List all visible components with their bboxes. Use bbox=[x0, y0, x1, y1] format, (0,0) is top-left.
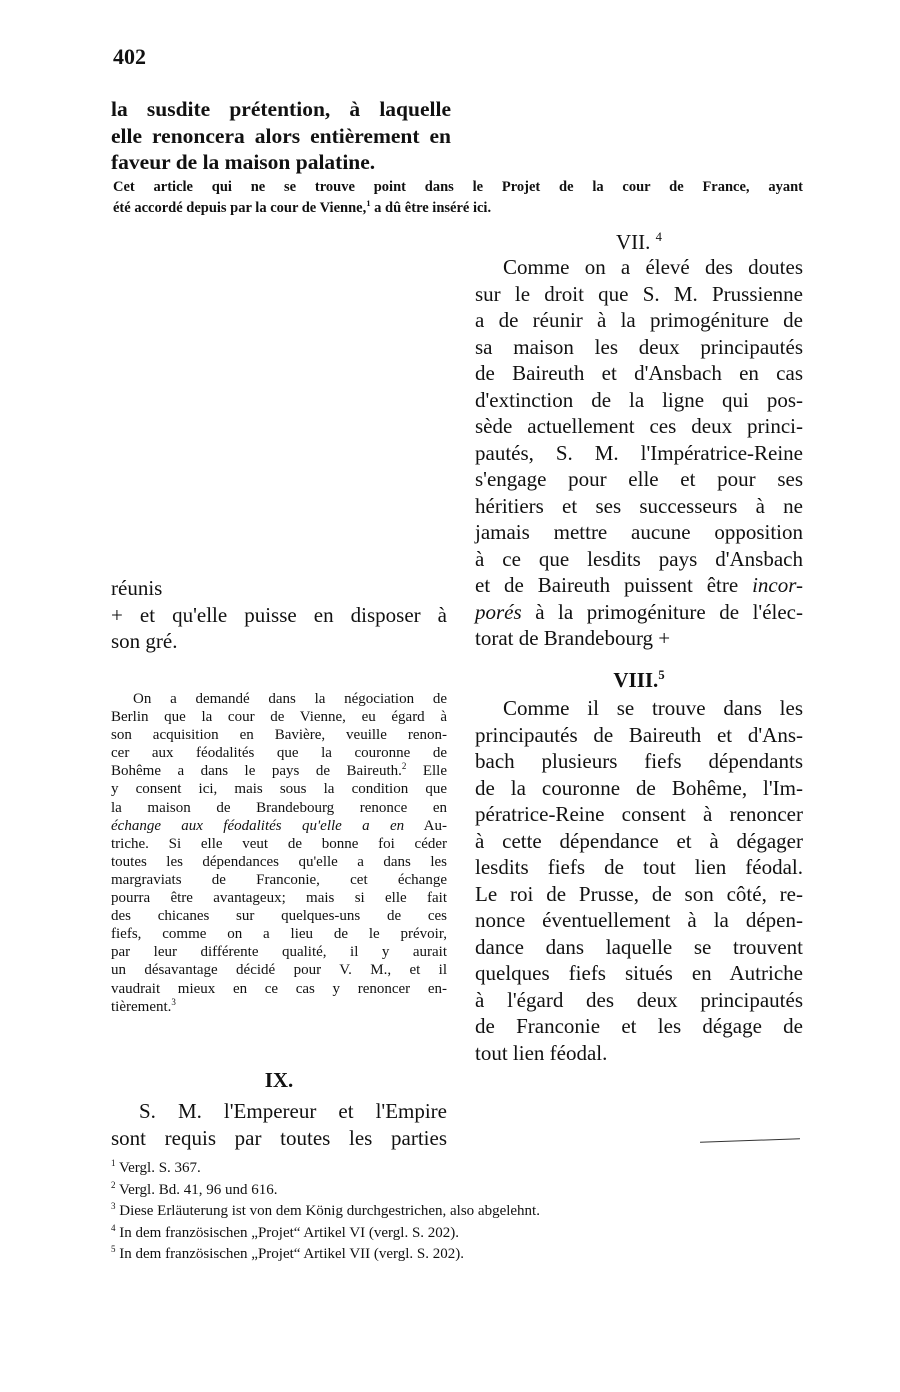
text-line: lesdits fiefs de tout lien féodal. bbox=[475, 855, 803, 879]
text-line: Comme il se trouve dans les bbox=[503, 696, 803, 720]
note-line: la maison de Brandebourg renonce en bbox=[111, 799, 447, 816]
text-line: torat de Brandebourg + bbox=[475, 626, 671, 650]
footnote-ref: 2 bbox=[401, 761, 407, 772]
note-line: un désavantage décidé pour V. M., et il bbox=[111, 962, 447, 979]
article-7-heading bbox=[475, 230, 803, 255]
note-line: y consent ici, mais sous la condition que bbox=[111, 781, 447, 798]
note-line: triche. Si elle veut de bonne foi céder bbox=[111, 835, 447, 852]
text-line: s'engage pour elle et pour ses bbox=[475, 467, 803, 491]
note-line: Berlin que la cour de Vienne, eu égard à bbox=[111, 709, 447, 726]
italic-text: incor- bbox=[752, 573, 803, 597]
article-8-body bbox=[475, 695, 803, 1066]
text-line: son gré. bbox=[111, 629, 178, 653]
footnote-number: 2 bbox=[111, 1179, 116, 1190]
text: Au- bbox=[404, 817, 447, 834]
text-line bbox=[475, 599, 803, 626]
text-line: tout lien féodal. bbox=[475, 1040, 608, 1065]
text: cer aux féodalités que la couronne de bbox=[111, 745, 447, 762]
text: et de Baireuth puissent être bbox=[475, 573, 753, 597]
footnote-ref: 3 bbox=[171, 996, 176, 1007]
note-line bbox=[111, 817, 447, 835]
text-line: elle renoncera alors entièrement en bbox=[111, 123, 451, 148]
text-line: bach plusieurs fiefs dépendants bbox=[475, 749, 803, 773]
text-line: sède actuellement ces deux princi- bbox=[475, 414, 803, 438]
note-line: par leur différente qualité, il y aurait bbox=[111, 944, 447, 961]
footnote-text: Vergl. S. 367. bbox=[118, 1160, 201, 1176]
article-9-body bbox=[111, 1098, 447, 1151]
footnote-text: Diese Erläuterung ist von dem König durchgestrichen, also abgelehnt. bbox=[119, 1203, 540, 1219]
footnote-number: 3 bbox=[111, 1201, 116, 1211]
text-line: Le roi de Prusse, de son côté, re- bbox=[475, 881, 803, 906]
footnotes bbox=[111, 1158, 801, 1266]
text-line: à l'égard des deux principautés bbox=[475, 987, 803, 1012]
footnote-ref: 5 bbox=[658, 668, 665, 682]
italic-text: porés bbox=[475, 599, 522, 624]
text-line: dance dans laquelle se trouvent bbox=[475, 934, 803, 959]
footnote-text: In dem französischen „Projet“ Artikel VI (vergl. S. 202). bbox=[119, 1224, 460, 1241]
text-line: à ce que lesdits pays d'Ansbach bbox=[475, 546, 803, 571]
note-line: toutes les dépendances qu'elle a dans les bbox=[111, 853, 447, 870]
footnote-number: 5 bbox=[111, 1244, 116, 1254]
article-8-heading bbox=[475, 668, 803, 693]
footnote-ref: 1 bbox=[366, 197, 371, 208]
text-line: faveur de la maison palatine. bbox=[111, 150, 376, 174]
note-line: son acquisition en Bavière, veuille renon- bbox=[111, 727, 447, 744]
footnote bbox=[111, 1180, 801, 1202]
text-line: a de réunir à la primogéniture de bbox=[475, 308, 803, 332]
note-line bbox=[113, 198, 803, 219]
footnote bbox=[111, 1201, 801, 1223]
article-9-heading: IX. bbox=[264, 1068, 294, 1092]
note-text: a dû être inséré ici. bbox=[370, 199, 492, 216]
text-line: à cette dépendance et à dégager bbox=[475, 828, 803, 853]
heading-text: VIII. bbox=[613, 668, 659, 692]
text-line: jamais mettre aucune opposition bbox=[475, 520, 803, 544]
text-line: héritiers et ses successeurs à ne bbox=[475, 493, 803, 518]
text-line: nonce éventuellement à la dépen- bbox=[475, 908, 803, 932]
note-line: des chicanes sur quelques-uns de ces bbox=[111, 908, 447, 925]
text-line bbox=[475, 572, 803, 599]
text-line: principautés de Baireuth et d'Ans- bbox=[475, 722, 803, 747]
text: Bohême a dans le pays de Baireuth. bbox=[111, 763, 402, 780]
note-line: vaudrait mieux en ce cas y renoncer en- bbox=[111, 980, 447, 997]
note-line bbox=[111, 998, 447, 1016]
footnote bbox=[111, 1223, 801, 1245]
text: à la primogéniture de l'élec- bbox=[521, 599, 803, 624]
footnote-divider bbox=[700, 1138, 800, 1142]
footnote bbox=[111, 1244, 801, 1266]
note-line bbox=[111, 762, 447, 780]
text-line: sont requis par toutes les parties bbox=[111, 1125, 447, 1150]
footnote-number: 1 bbox=[111, 1158, 116, 1168]
article-7-body bbox=[475, 254, 803, 652]
text-line: sa maison les deux principautés bbox=[475, 334, 803, 359]
note-line: Cet article qui ne se trouve point dans le Projet de la cour de France, ayant bbox=[113, 179, 803, 195]
note-text: été accordé depuis par la cour de Vienne, bbox=[113, 199, 367, 216]
text-line: S. M. l'Empereur et l'Empire bbox=[139, 1099, 447, 1123]
left-insertion bbox=[111, 575, 447, 655]
heading-text: VII. bbox=[616, 230, 651, 254]
note-line: fiefs, comme on a lieu de le prévoir, bbox=[111, 926, 447, 943]
page-number: 402 bbox=[113, 44, 146, 69]
editorial-note-top bbox=[113, 177, 803, 218]
text: tièrement. bbox=[111, 998, 172, 1015]
footnote-text: In dem französischen „Projet“ Artikel VII (vergl. S. 202). bbox=[119, 1246, 465, 1262]
note-line: On a demandé dans la négociation de bbox=[133, 691, 447, 707]
text-line: quelques fiefs situés en Autriche bbox=[475, 961, 803, 985]
note-line: pourra être avantageux; mais si elle fait bbox=[111, 890, 447, 907]
footnote bbox=[111, 1158, 801, 1180]
insert-word: réunis bbox=[111, 576, 163, 600]
text-line: + et qu'elle puisse en disposer à bbox=[111, 602, 447, 627]
text-line: de Franconie et les dégage de bbox=[475, 1014, 803, 1038]
note-line bbox=[111, 744, 447, 762]
text-line: pautés, S. M. l'Impératrice-Reine bbox=[475, 440, 803, 465]
italic-text: échange aux féodalités qu'elle a en bbox=[111, 817, 405, 834]
continuation-text bbox=[111, 96, 451, 176]
note-line: margraviats de Franconie, cet échange bbox=[111, 871, 447, 888]
text-line: d'extinction de la ligne qui pos- bbox=[475, 387, 803, 412]
text-line: de la couronne de Bohême, l'Im- bbox=[475, 775, 803, 800]
text-line: Comme on a élevé des doutes bbox=[503, 255, 803, 279]
text-line: de Baireuth et d'Ansbach en cas bbox=[475, 361, 803, 385]
footnote-number: 4 bbox=[111, 1222, 116, 1233]
text: Elle bbox=[406, 763, 447, 780]
editorial-note-left bbox=[111, 690, 447, 1016]
text-line: sur le droit que S. M. Prussienne bbox=[475, 281, 803, 306]
footnote-text: Vergl. Bd. 41, 96 und 616. bbox=[118, 1181, 278, 1198]
text-line: pératrice-Reine consent à renoncer bbox=[475, 802, 803, 826]
footnote-ref: 4 bbox=[655, 230, 662, 244]
text-line: la susdite prétention, à laquelle bbox=[111, 97, 451, 121]
